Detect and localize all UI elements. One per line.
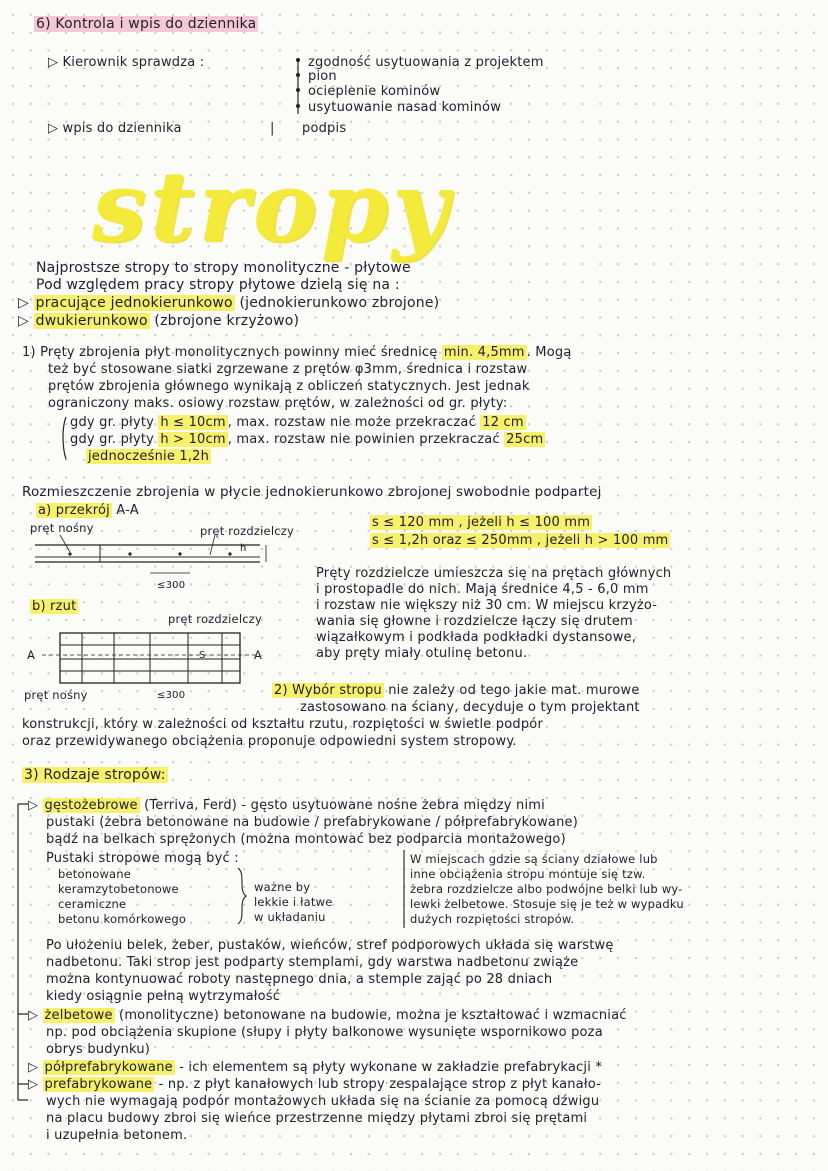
right-note-line: żebra rozdzielcze albo podwójne belki lub wy- (410, 882, 683, 896)
wazne-line: ważne by (254, 880, 311, 894)
bar-dist-label: pręt rozdzielczy (200, 524, 294, 538)
prefa-line: i uzupełnia betonem. (46, 1128, 188, 1143)
entry-separator: | (270, 121, 275, 136)
intro-item-2: ▷ dwukierunkowo (zbrojone krzyżowo) (18, 313, 300, 329)
spacing-rule-1: s ≤ 120 mm , jeżeli h ≤ 100 mm (372, 515, 591, 530)
point2-line-2: zastosowano na ściany, decyduje o tym projektant (300, 700, 640, 715)
after-line: nadbetonu. Taki strop jest podparty stemplami, gdy warstwa nadbetonu zwiąże (46, 955, 579, 970)
dist-text-line: i prostopadle do nich. Mają średnice 4,5 - 6,0 mm (316, 582, 649, 597)
after-line: kiedy osiągnie pełną wytrzymałość (46, 989, 281, 1004)
triangle-icon: ▷ (28, 798, 43, 813)
point1-row-2: gdy gr. płyty h > 10cm , max. rozstaw nie powinien przekraczać 25cm (70, 432, 544, 447)
point1-line-4: ograniczony maks. osiowy rozstaw prętów, w zależności od gr. płyty: (48, 396, 508, 411)
polprefa-line: ▷ półprefabrykowane - ich elementem są płyty wykonane w zakładzie prefabrykacji * (28, 1060, 603, 1075)
placement-heading: Rozmieszczenie zbrojenia w płycie jednokierunkowo zbrojonej swobodnie podpartej (22, 484, 602, 500)
right-note-line: W miejscach gdzie są ściany działowe lub (410, 852, 658, 866)
triangle-icon: ▷ (28, 1077, 43, 1092)
right-note-divider (402, 850, 406, 930)
pustaki-brace (236, 866, 250, 926)
dist-text-line: Pręty rozdzielcze umieszcza się na prętach głównych (316, 566, 672, 581)
check-item: ocieplenie kominów (308, 84, 441, 99)
check-item: usytuowanie nasad kominów (308, 100, 502, 115)
gest-line-3: bądź na belkach sprężonych (można montować bez podparcia montażowego) (46, 832, 566, 847)
prefa-line: na placu budowy zbroi się wieńce przestrzenne między płytami zbroi się prętami (46, 1111, 588, 1126)
dist-text-line: aby pręty miały otulinę betonu. (316, 646, 528, 661)
point2-line-1: 2) Wybór stropu nie zależy od tego jakie mat. murowe (274, 683, 640, 698)
pustaki-type: betonowane (58, 867, 132, 881)
triangle-icon: ▷ (28, 1008, 43, 1023)
check-label: ▷ Kierownik sprawdza : (48, 55, 205, 70)
triangle-icon: ▷ (18, 295, 34, 311)
spacing-rule-2: s ≤ 1,2h oraz ≤ 250mm , jeżeli h > 100 mm (372, 533, 669, 548)
point3-heading: 3) Rodzaje stropów: (24, 767, 166, 783)
b-dist-label: pręt rozdzielczy (168, 612, 262, 626)
page-title: stropy (92, 150, 452, 263)
gest-line-1: ▷ gęstożebrowe (Terriva, Ferd) - gęsto usytuowane nośne żebra między nimi (28, 798, 545, 813)
section-b-label: b) rzut (32, 599, 77, 614)
point1-row-1: gdy gr. płyty h ≤ 10cm , max. rozstaw nie może przekraczać 12 cm (70, 415, 524, 430)
prefa-line: wych nie wymagają podpór montażowych układa się na ścianie za pomocą dźwigu (46, 1094, 600, 1109)
dim-s2-label: ≤300 (157, 690, 186, 701)
point2-line-4: oraz przewidywanego obciążenia proponuje odpowiedni system stropowy. (22, 734, 517, 749)
condition-brace (60, 417, 70, 462)
dim-s1-label: ≤300 (157, 580, 186, 591)
plan-s-label: S (199, 650, 206, 661)
zelbet-line-2: np. pod obciążenia skupione (słupy i płyty balkonowe wysunięte wspornikowo poza (46, 1025, 603, 1040)
right-note-line: dużych rozpiętości stropów. (410, 912, 575, 926)
after-line: można kontynuować roboty następnego dnia, a stemple zająć po 28 dniach (46, 972, 553, 987)
wazne-line: lekkie i łatwe (254, 895, 333, 909)
zelbet-line-1: ▷ żelbetowe (monolityczne) betonowane na budowie, można je kształtować i wzmacniać (28, 1008, 627, 1023)
check-item: zgodność usytuowania z projektem (308, 55, 544, 70)
bar-main-label: pręt nośny (30, 521, 94, 535)
pustaki-type: betonu komórkowego (58, 912, 187, 926)
dist-text-line: wania się głowne i rozdzielcze łączy się drutem (316, 614, 633, 629)
triangle-icon: ▷ (18, 313, 34, 329)
dist-text-line: wiązałkowym i podkłada podkładki dystansowe, (316, 630, 637, 645)
right-note-line: lewki żelbetowe. Stosuje się je też w wypadku (410, 897, 684, 911)
point2-line-3: konstrukcji, który w zależności od kształtu rzutu, rozpiętości w świetle podpór (22, 717, 544, 732)
b-main-label: pręt nośny (24, 688, 88, 702)
intro-line-2: Pod względem pracy stropy płytowe dzielą się na : (36, 277, 400, 293)
dist-text-line: i rozstaw nie większy niż 30 cm. W miejscu krzyżo- (316, 598, 658, 613)
zelbet-line-3: obrys budynku) (46, 1042, 151, 1057)
wazne-line: w układaniu (254, 910, 326, 924)
pustaki-heading: Pustaki stropowe mogą być : (46, 851, 239, 866)
entry-label: ▷ wpis do dziennika (48, 121, 182, 136)
prefa-line-1: ▷ prefabrykowane - np. z płyt kanałowych lub stropy zespalające strop z płyt kanało- (28, 1077, 602, 1092)
entry-item: podpis (302, 121, 347, 136)
pustaki-type: ceramiczne (58, 897, 127, 911)
plan-a-left: A (27, 648, 36, 662)
right-note-line: inne obciążenia stropu montuje się tzw. (410, 867, 646, 881)
pustaki-type: keramzytobetonowe (58, 882, 179, 896)
point1-line-2: też być stosowane siatki zgrzewane z prętów φ3mm, średnica i rozstaw (48, 362, 528, 377)
point1-row-3: jednocześnie 1,2h (88, 449, 210, 464)
point1-line-1: 1) Pręty zbrojenia płyt monolitycznych powinny mieć średnicę min. 4,5mm . Mogą (22, 345, 572, 360)
dim-h-label: h (240, 543, 247, 554)
plan-view-drawing (22, 625, 292, 687)
check-item: pion (308, 69, 337, 84)
intro-item-1: ▷ pracujące jednokierunkowo (jednokierunkowo zbrojone) (18, 295, 440, 311)
intro-line-1: Najprostsze stropy to stropy monolityczne - płytowe (36, 260, 411, 276)
gest-line-2: pustaki (żebra betonowane na budowie / prefabrykowane / półprefabrykowane) (46, 815, 578, 830)
section-a-label: a) przekrój A-A (38, 503, 139, 518)
plan-a-right: A (254, 648, 263, 662)
point1-line-3: prętów zbrojenia głównego wynikają z obliczeń statycznych. Jest jednak (48, 379, 530, 394)
after-line: Po ułożeniu belek, żeber, pustaków, wieńców, stref podporowych układa się warstwę (46, 938, 614, 953)
section-6-heading: 6) Kontrola i wpis do dziennika (36, 16, 257, 32)
triangle-icon: ▷ (28, 1060, 43, 1075)
